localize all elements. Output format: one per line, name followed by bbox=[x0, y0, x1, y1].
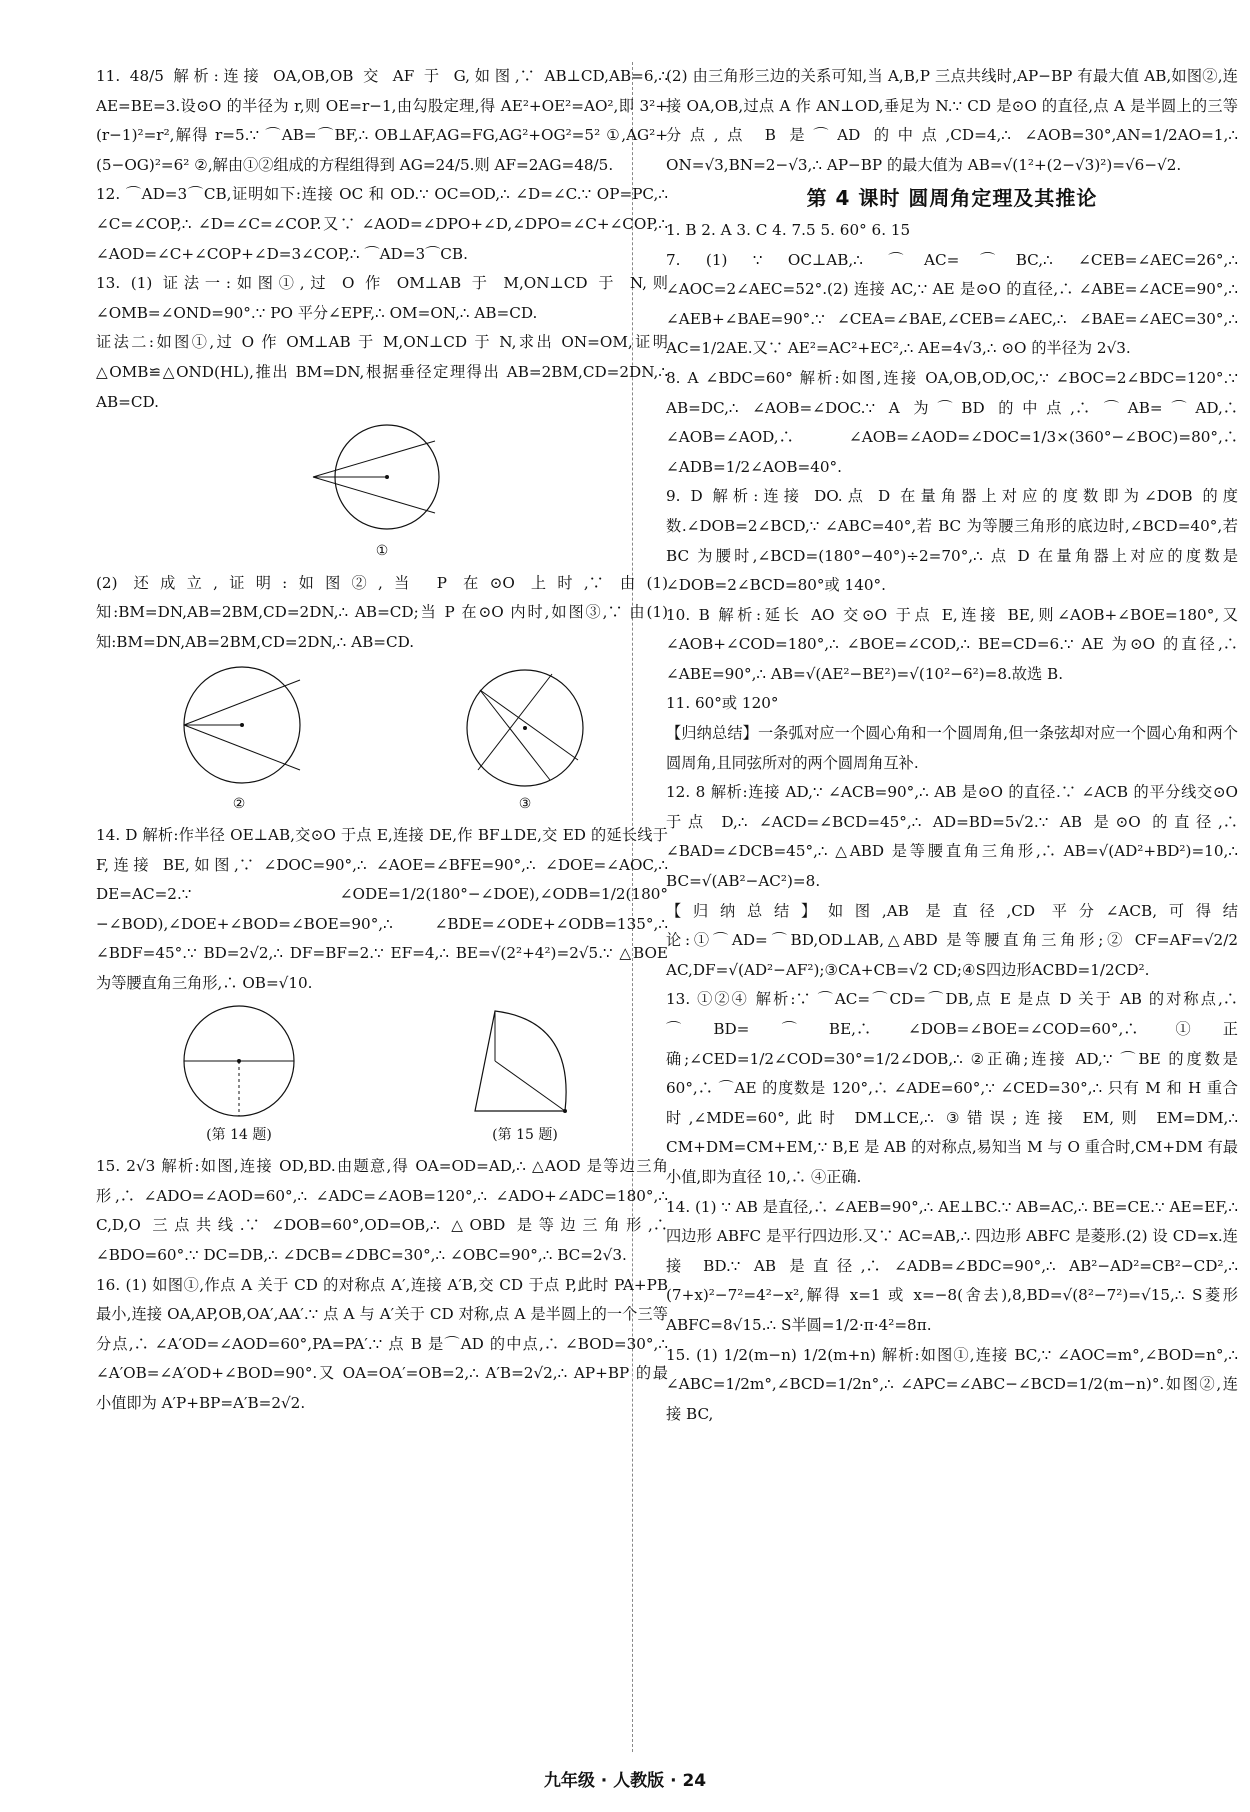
circle-diagram-14 bbox=[169, 1001, 309, 1121]
answer-11: 11. 48/5 解析:连接 OA,OB,OB 交 AF 于 G,如图,∵ AB⊥CD,AB=6,∴ AE=BE=3.设⊙O 的半径为 r,则 OE=r−1,由勾股定理,得 AE²+OE²=AO²,即 3²+(r−1)²=r²,解得 r=5.∵ ⌒AB=⌒BF,∴ OB⊥AF,AG=FG,AG²+OG²=5² ①,AG²+(5−OG)²=6² ②,解由①②组成的方程组得到 AG=24/5.则 AF=2AG=48/5. bbox=[96, 67, 668, 174]
figure-label-3: ③ bbox=[518, 795, 532, 812]
circle-diagram-15 bbox=[455, 1001, 595, 1121]
answer-13-part3: (2) 还成立,证明:如图②,当 P 在⊙O 上时,∵ 由(1)知:BM=DN,AB=2BM,CD=2DN,∴ AB=CD;当 P 在⊙O 内时,如图③,∵ 由(1)知:BM=DN,AB=2BM,CD=2DN,∴ AB=CD. bbox=[96, 573, 668, 651]
answer-8: 8. A ∠BDC=60° 解析:如图,连接 OA,OB,OD,OC,∵ ∠BOC=2∠BDC=120°.∵ AB=DC,∴ ∠AOB=∠DOC.∵ A 为⌒BD 的中点,∴ ⌒AB=⌒AD,∴ ∠AOB=∠AOD,∴ ∠AOB=∠AOD=∠DOC=1/3×(360°−∠BOC)=80°,∴ ∠ADB=1/2∠AOB=40°. bbox=[666, 368, 1238, 476]
circle-diagram-13-2 bbox=[164, 660, 314, 790]
answer-11-right: 11. 60°或 120° bbox=[666, 694, 779, 713]
answer-13-part2: 证法二:如图①,过 O 作 OM⊥AB 于 M,ON⊥CD 于 N,求出 ON=OM,证明△OMB≌△OND(HL),推出 BM=DN,根据垂径定理得出 AB=2BM,CD=2DN,∴ AB=CD. bbox=[96, 333, 668, 411]
answers-1-6: 1. B 2. A 3. C 4. 7.5 5. 60° 6. 15 bbox=[666, 220, 911, 239]
answer-10: 10. B 解析:延长 AO 交⊙O 于点 E,连接 BE,则∠AOB+∠BOE=180°,又∠AOB+∠COD=180°,∴ ∠BOE=∠COD,∴ BE=CD=6.∵ AE 为⊙O 的直径,∴ ∠ABE=90°,∴ AB=√(AE²−BE²)=√(10²−6²)=8.故选 B. bbox=[666, 605, 1238, 683]
answer-16-part2: (2) 由三角形三边的关系可知,当 A,B,P 三点共线时,AP−BP 有最大值 AB,如图②,连接 OA,OB,过点 A 作 AN⊥OD,垂足为 N.∵ CD 是⊙O 的直径,点 A 是半圆上的三等分点,点 B 是⌒AD 的中点,CD=4,∴ ∠AOB=30°,AN=1/2AO=1,∴ ON=√3,BN=2−√3,∴ AP−BP 的最大值为 AB=√(1²+(2−√3)²)=√6−√2. bbox=[666, 67, 1238, 174]
answer-16: 16. (1) 如图①,作点 A 关于 CD 的对称点 A′,连接 A′B,交 CD 于点 P,此时 PA+PB 最小,连接 OA,AP,OB,OA′,AA′.∵ 点 A 与 A′关于 CD 对称,点 A 是半圆上的一个三等分点,∴ ∠A′OD=∠AOD=60°,PA=PA′.∵ 点 B 是⌒AD 的中点,∴ ∠BOD=30°,∴ ∠A′OB=∠A′OD+∠BOD=90°.又 OA=OA′=OB=2,∴ A′B=2√2,∴ AP+BP 的最小值即为 A′P+BP=A′B=2√2. bbox=[96, 1275, 668, 1412]
figures-14-15 bbox=[96, 1001, 668, 1151]
answer-13-part1: 13. (1) 证法一:如图①,过 O 作 OM⊥AB 于 M,ON⊥CD 于 N,则∠OMB=∠OND=90°.∵ PO 平分∠EPF,∴ OM=ON,∴ AB=CD. bbox=[96, 274, 668, 322]
answer-12-right: 12. 8 解析:连接 AD,∵ ∠ACB=90°,∴ AB 是⊙O 的直径.∵ ∠ACB 的平分线交⊙O 于点 D,∴ ∠ACD=∠BCD=45°,∴ AD=BD=5√2.∵ AB 是⊙O 的直径,∴ ∠BAD=∠DCB=45°,∴ △ABD 是等腰直角三角形,∴ AB=√(AD²+BD²)=10,∴ BC=√(AB²−AC²)=8. bbox=[666, 783, 1238, 891]
section-title: 第 4 课时 圆周角定理及其推论 bbox=[806, 186, 1098, 211]
summary-2: 【归纳总结】如图,AB 是直径,CD 平分∠ACB,可得结论:①⌒AD=⌒BD,OD⊥AB,△ABD 是等腰直角三角形;② CF=AF=√2/2 AC,DF=√(AD²−AF²);③CA+CB=√2 CD;④S四边形ACBD=1/2CD². bbox=[666, 901, 1238, 979]
right-column bbox=[666, 62, 1238, 1429]
answer-13-right: 13. ①②④ 解析:∵ ⌒AC=⌒CD=⌒DB,点 E 是点 D 关于 AB 的对称点,∴ ⌒BD=⌒BE,∴ ∠DOB=∠BOE=∠COD=60°,∴ ①正确;∠CED=1/2∠COD=30°=1/2∠DOB,∴ ②正确;连接 AD,∵ ⌒BE 的度数是 60°,∴ ⌒AE 的度数是 120°,∴ ∠ADE=60°,∵ ∠CED=30°,∴ 只有 M 和 H 重合时,∠MDE=60°,此时 DM⊥CE,∴ ③错误;连接 EM,则 EM=DM,∴ CM+DM=CM+EM,∵ B,E 是 AB 的对称点,易知当 M 与 O 重合时,CM+DM 有最小值,即为直径 10,∴ ④正确. bbox=[666, 990, 1238, 1186]
answer-9: 9. D 解析:连接 DO.点 D 在量角器上对应的度数即为∠DOB 的度数.∠DOB=2∠BCD,∵ ∠ABC=40°,若 BC 为等腰三角形的底边时,∠BCD=40°,若 BC 为腰时,∠BCD=(180°−40°)÷2=70°,∴ 点 D 在量角器上对应的度数是∠DOB=2∠BCD=80°或 140°. bbox=[666, 487, 1238, 595]
answer-7: 7. (1) ∵ OC⊥AB,∴ ⌒AC=⌒BC,∴ ∠CEB=∠AEC=26°,∴ ∠AOC=2∠AEC=52°.(2) 连接 AC,∵ AE 是⊙O 的直径,∴ ∠ABE=∠ACE=90°,∴ ∠AEB+∠BAE=90°.∵ ∠CEA=∠BAE,∠CEB=∠AEC,∴ ∠BAE=∠AEC=30°,∴ AC=1/2AE.又∵ AE²=AC²+EC²,∴ AE=4√3,∴ ⊙O 的半径为 2√3. bbox=[666, 250, 1238, 358]
figure-13-1 bbox=[96, 419, 668, 567]
left-column bbox=[96, 62, 668, 1419]
page-footer: 九年级 · 人教版 · 24 bbox=[543, 1771, 707, 1791]
answer-14-right: 14. (1) ∵ AB 是直径,∴ ∠AEB=90°,∴ AE⊥BC.∵ AB=AC,∴ BE=CE.∵ AE=EF,∴ 四边形 ABFC 是平行四边形.又∵ AC=AB,∴ 四边形 ABFC 是菱形.(2) 设 CD=x.连接 BD.∵ AB 是直径,∴ ∠ADB=∠BDC=90°,∴ AB²−AD²=CB²−CD²,∴ (7+x)²−7²=4²−x²,解得 x=1 或 x=−8(舍去),8,BD=√(8²−7²)=√15,∴ S菱形ABFC=8√15.∴ S半圆=1/2·π·4²=8π. bbox=[666, 1197, 1238, 1334]
answer-12: 12. ⌒AD=3⌒CB,证明如下:连接 OC 和 OD.∵ OC=OD,∴ ∠D=∠C.∵ OP=PC,∴ ∠C=∠COP,∴ ∠D=∠C=∠COP.又∵ ∠AOD=∠DPO+∠D,∠DPO=∠C+∠COP,∴ ∠AOD=∠C+∠COP+∠D=3∠COP,∴ ⌒AD=3⌒CB. bbox=[96, 185, 668, 263]
answer-15-right: 15. (1) 1/2(m−n) 1/2(m+n) 解析:如图①,连接 BC,∵ ∠AOC=m°,∠BOD=n°,∴ ∠ABC=1/2m°,∠BCD=1/2n°,∴ ∠APC=∠ABC−∠BCD=1/2(m−n)°.如图②,连接 BC, bbox=[666, 1345, 1238, 1423]
figures-13-2-3 bbox=[96, 660, 668, 820]
answer-15: 15. 2√3 解析:如图,连接 OD,BD.由题意,得 OA=OD=AD,∴ △AOD 是等边三角形,∴ ∠ADO=∠AOD=60°,∴ ∠ADC=∠AOB=120°,∴ ∠ADO+∠ADC=180°,∴ C,D,O 三点共线.∵ ∠DOB=60°,OD=OB,∴ △OBD 是等边三角形,∴ ∠BDO=60°.∵ DC=DB,∴ ∠DCB=∠DBC=30°,∴ ∠OBC=90°,∴ BC=2√3. bbox=[96, 1157, 668, 1265]
summary-1: 【归纳总结】一条弧对应一个圆心角和一个圆周角,但一条弦却对应一个圆心角和两个圆周角,且同弦所对的两个圆周角互补. bbox=[666, 724, 1238, 772]
circle-diagram-13-3 bbox=[450, 660, 600, 790]
circle-diagram-13-1 bbox=[307, 419, 457, 537]
figure-label-1: ① bbox=[375, 543, 389, 560]
caption-15: (第 15 题) bbox=[492, 1126, 558, 1143]
answer-14: 14. D 解析:作半径 OE⊥AB,交⊙O 于点 E,连接 DE,作 BF⊥DE,交 ED 的延长线于 F,连接 BE,如图,∵ ∠DOC=90°,∴ ∠AOE=∠BFE=90°,∴ ∠DOE=∠AOC,∴ DE=AC=2.∵ ∠ODE=1/2(180°−∠DOE),∠ODB=1/2(180°−∠BOD),∠DOE+∠BOD=∠BOE=90°,∴ ∠BDE=∠ODE+∠ODB=135°,∴ ∠BDF=45°.∵ BD=2√2,∴ DF=BF=2.∵ EF=4,∴ BE=√(2²+4²)=2√5.∵ △BOE 为等腰直角三角形,∴ OB=√10. bbox=[96, 826, 668, 993]
figure-label-2: ② bbox=[232, 795, 246, 812]
caption-14: (第 14 题) bbox=[206, 1126, 272, 1143]
